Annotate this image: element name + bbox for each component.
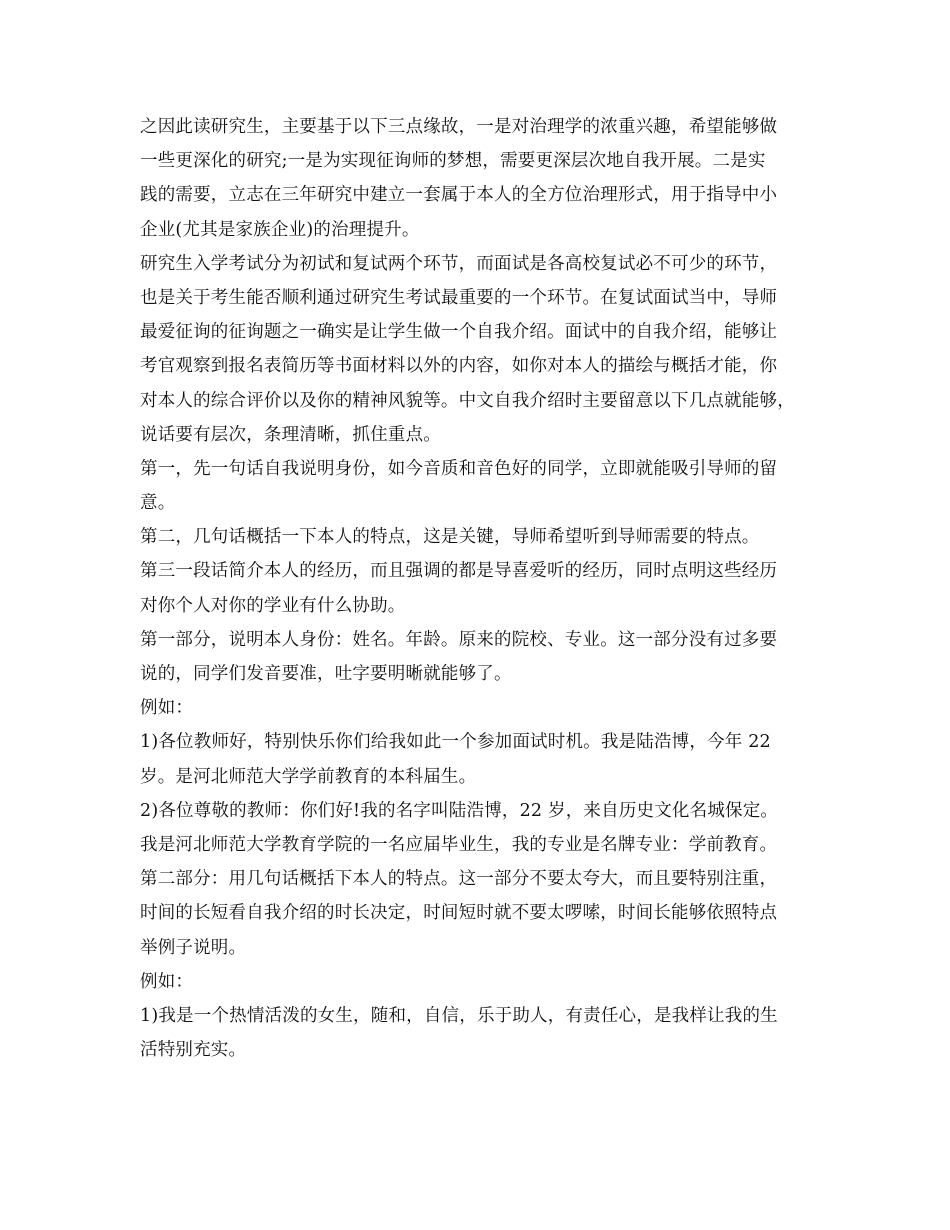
text-line: 活特别充实。 — [140, 1040, 247, 1061]
text-line: 企业(尤其是家族企业)的治理提升。 — [140, 219, 420, 240]
text-line: 践的需要，立志在三年研究中建立一套属于本人的全方位治理形式，用于指导中小 — [140, 185, 778, 206]
text-line: 例如： — [140, 698, 194, 719]
text-line: 岁。是河北师范大学学前教育的本科届生。 — [140, 766, 477, 787]
text-line: 时间的长短看自我介绍的时长决定，时间短时就不要太啰嗦，时间长能够依照特点 — [140, 903, 778, 924]
text-line: 第一部分，说明本人身份：姓名。年龄。原来的院校、专业。这一部分没有过多要 — [140, 629, 778, 650]
document-body — [140, 110, 830, 1067]
text-line: 第三一段话简介本人的经历，而且强调的都是导喜爱听的经历，同时点明这些经历 — [140, 561, 778, 582]
text-line: 1)我是一个热情活泼的女生，随和，自信，乐于助人，有责任心，是我样让我的生 — [140, 1005, 778, 1026]
text-line: 例如： — [140, 971, 194, 992]
text-line: 最爱征询的征询题之一确实是让学生做一个自我介绍。面试中的自我介绍，能够让 — [140, 322, 778, 343]
text-line: 一些更深化的研究;一是为实现征询师的梦想，需要更深层次地自我开展。二是实 — [140, 151, 766, 172]
text-line: 2)各位尊敬的教师：你们好!我的名字叫陆浩博，22 岁，来自历史文化名城保定。 — [140, 800, 779, 821]
text-line: 考官观察到报名表简历等书面材料以外的内容，如你对本人的描绘与概括才能，你 — [140, 356, 778, 377]
text-line: 第二，几句话概括一下本人的特点，这是关键，导师希望听到导师需要的特点。 — [140, 527, 760, 548]
text-line: 之因此读研究生，主要基于以下三点缘故，一是对治理学的浓重兴趣，希望能够做 — [140, 117, 778, 137]
text-line: 研究生入学考试分为初试和复试两个环节，而面试是各高校复试必不可少的环节， — [140, 253, 778, 274]
text-line: 意。 — [140, 493, 176, 514]
text-line: 1)各位教师好，特别快乐你们给我如此一个参加面试时机。我是陆浩博，今年 22 — [140, 732, 771, 753]
text-line: 举例子说明。 — [140, 937, 247, 958]
text-line: 第一，先一句话自我说明身份，如今音质和音色好的同学，立即就能吸引导师的留 — [140, 458, 778, 479]
text-line: 说的，同学们发音要准，吐字要明晰就能够了。 — [140, 664, 512, 684]
text-line: 也是关于考生能否顺利通过研究生考试最重要的一个环节。在复试面试当中，导师 — [140, 287, 778, 308]
text-line: 我是河北师范大学教育学院的一名应届毕业生，我的专业是名牌专业：学前教育。 — [140, 834, 778, 855]
text-line: 第二部分：用几句话概括下本人的特点。这一部分不要太夸大，而且要特别注重， — [140, 869, 778, 890]
text-line: 对本人的综合评价以及你的精神风貌等。中文自我介绍时主要留意以下几点就能够， — [140, 390, 795, 411]
text-line: 说话要有层次，条理清晰，抓住重点。 — [140, 424, 441, 445]
text-line: 对你个人对你的学业有什么协助。 — [140, 595, 406, 616]
